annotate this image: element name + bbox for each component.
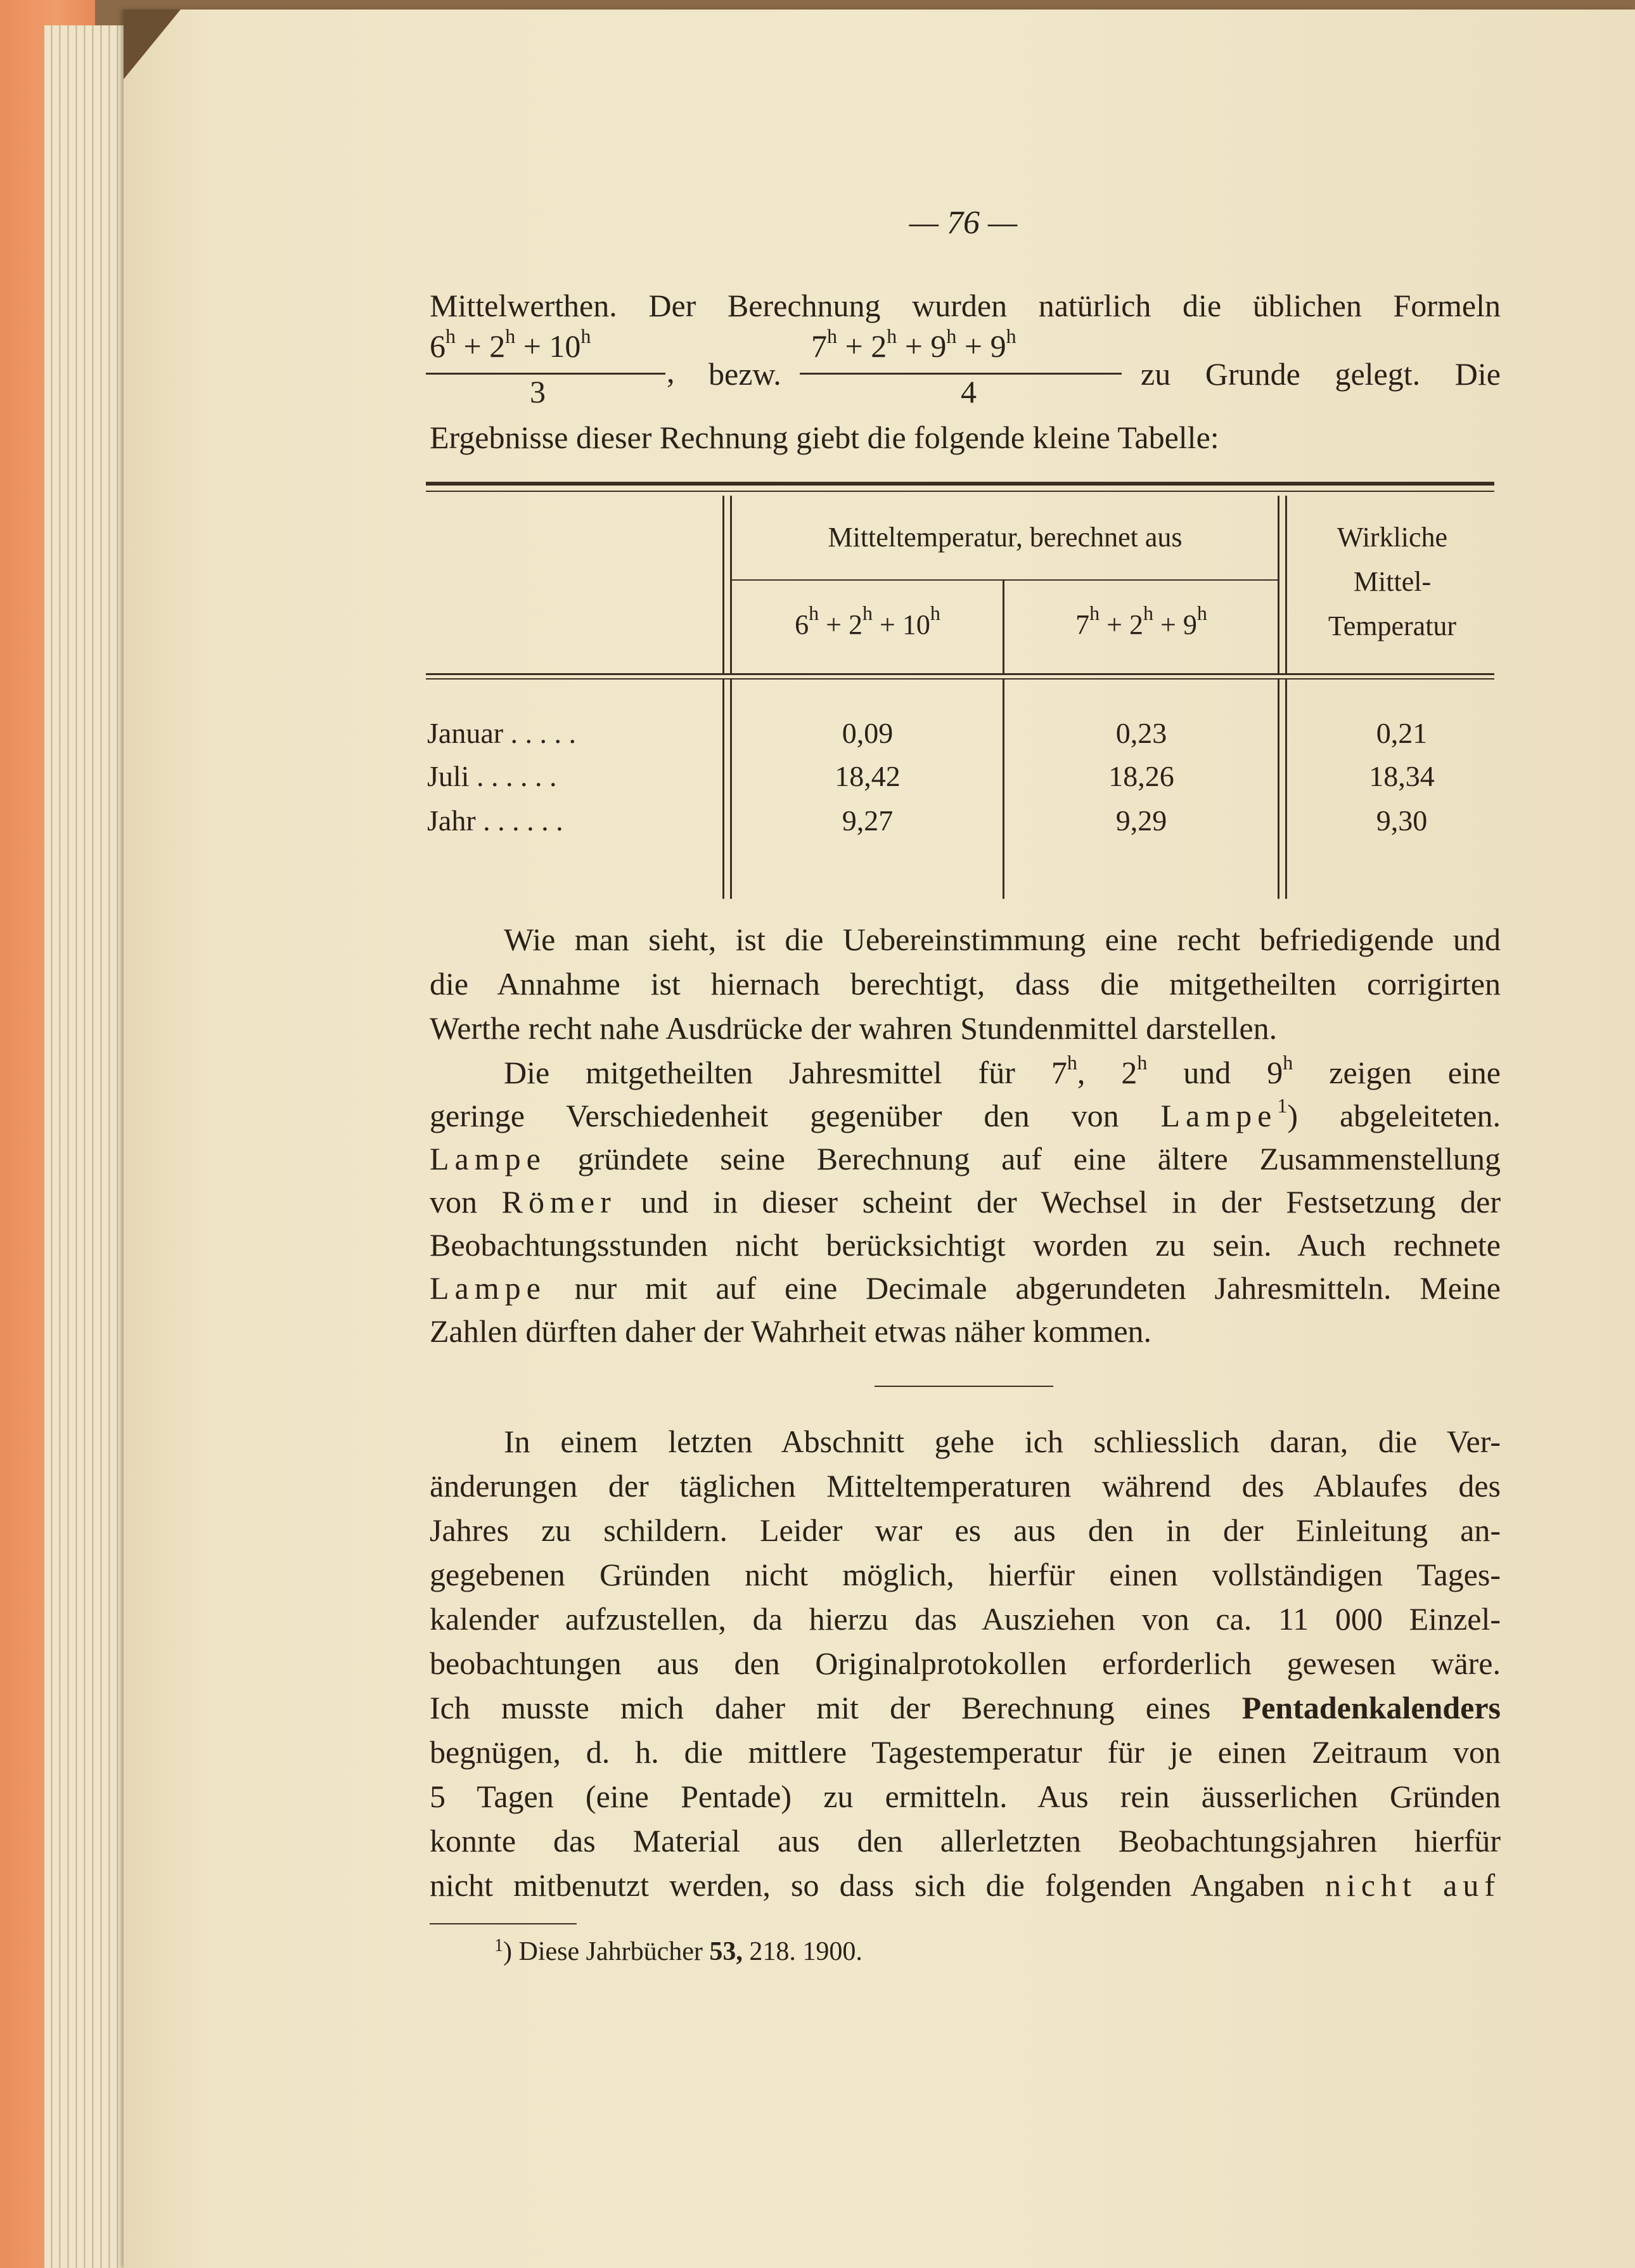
para3-line-7: Ich musste mich daher mit der Berechnung eines Pentadenkalenders	[430, 1690, 1501, 1725]
table-cell: 9,29	[1115, 804, 1167, 837]
table-top-rule	[426, 482, 1494, 486]
page-stack-edges	[44, 25, 133, 2268]
table-cell: 18,42	[835, 760, 901, 792]
para3-line-10: konnte das Material aus den allerletzten Beobachtungsjahren hierfür	[430, 1823, 1501, 1859]
table-row-label: Januar . . . . .	[427, 717, 577, 749]
table-header-rule	[426, 673, 1494, 675]
page-corner	[124, 10, 181, 79]
para3-line-2: änderungen der täglichen Mitteltemperaturen während des Ablaufes des	[430, 1468, 1501, 1504]
formula-1-comma: ,	[667, 354, 675, 389]
table-vline-c	[1278, 496, 1279, 673]
table-col3-header-2: Mittel-	[1353, 566, 1432, 597]
formula-2-numerator: $7^h + 2^h + 9^h + 9^h$	[811, 325, 1016, 364]
table-body-vline-d	[1285, 680, 1287, 899]
table-col1-header: $6^h + 2^h + 10^h$	[795, 602, 940, 640]
table-vline-d	[1285, 496, 1287, 673]
para3-line-8: begnügen, d. h. die mittlere Tagestemperatur für je einen Zeitraum von	[430, 1734, 1501, 1770]
table-row-label: Juli . . . . . .	[427, 760, 557, 792]
footnote-rule	[430, 1923, 577, 1924]
formula-1-fraction-bar	[426, 373, 665, 375]
table-col2-header: $7^h + 2^h + 9^h$	[1075, 602, 1207, 640]
table-cell: 18,34	[1369, 760, 1435, 792]
table-vline-a	[722, 496, 724, 673]
para2-line-3: Lampe gründete seine Berechnung auf eine ältere Zusammenstellung	[430, 1141, 1501, 1176]
para2-line-2: geringe Verschiedenheit gegenüber den von Lampe$^1$) abgeleiteten.	[430, 1094, 1501, 1133]
table-body-vline-a	[722, 680, 724, 899]
table-cell: 18,26	[1108, 760, 1174, 792]
formula-1-numerator: $6^h + 2^h + 10^h$	[430, 325, 591, 364]
table-group-header: Mitteltemperatur, berechnet aus	[828, 522, 1183, 553]
para1-line-2: die Annahme ist hiernach berechtigt, dass die mitgetheilten corrigirten	[430, 966, 1501, 1002]
page-number: — 76 —	[909, 205, 1018, 241]
intro-line-3: Ergebnisse dieser Rechnung giebt die folgende kleine Tabelle:	[430, 420, 1219, 455]
section-separator	[875, 1386, 1053, 1387]
table-col3-header-3: Temperatur	[1328, 610, 1457, 641]
footnote: $^1$) Diese Jahrbücher 53, 218. 1900.	[494, 1936, 862, 1966]
para3-line-9: 5 Tagen (eine Pentade) zu ermitteln. Aus rein äusserlichen Gründen	[430, 1779, 1501, 1814]
para1-line-3: Werthe recht nahe Ausdrücke der wahren Stundenmittel darstellen.	[430, 1010, 1278, 1046]
table-cell: 0,23	[1115, 717, 1167, 749]
para1-line-1: Wie man sieht, ist die Uebereinstimmung eine recht befriedigende und	[504, 922, 1501, 957]
bezw-text: bezw.	[708, 356, 781, 392]
after-formula-text: zu Grunde gelegt. Die	[1141, 356, 1501, 392]
para2-line-7: Zahlen dürften daher der Wahrheit etwas näher kommen.	[430, 1313, 1152, 1349]
table-header-rule-2	[426, 678, 1494, 680]
para3-line-3: Jahres zu schildern. Leider war es aus den in der Einleitung an-	[430, 1512, 1501, 1548]
table-top-rule-thin	[426, 491, 1494, 492]
intro-line: Mittelwerthen. Der Berechnung wurden natürlich die üblichen Formeln	[430, 288, 1501, 323]
formula-1-denominator: 3	[530, 374, 546, 409]
para3-line-11: nicht mitbenutzt werden, so dass sich die folgenden Angaben nicht auf	[430, 1867, 1501, 1903]
para3-line-1: In einem letzten Abschnitt gehe ich schliesslich daran, die Ver-	[504, 1424, 1501, 1459]
table-vline-mid	[1003, 581, 1004, 673]
para2-line-6: Lampe nur mit auf eine Decimale abgerundeten Jahresmitteln. Meine	[430, 1270, 1501, 1306]
para3-line-4: gegebenen Gründen nicht möglich, hierfür einen vollständigen Tages-	[430, 1557, 1501, 1592]
table-body-vline-b	[730, 680, 732, 899]
table-cell: 9,30	[1376, 804, 1428, 837]
para2-line-1: Die mitgetheilten Jahresmittel für 7$^h$, 2$^h$ und 9$^h$ zeigen eine	[504, 1051, 1501, 1090]
formula-2-denominator: 4	[961, 374, 977, 409]
table-body-vline-c	[1278, 680, 1279, 899]
para2-line-4: von Römer und in dieser scheint der Wechsel in der Festsetzung der	[430, 1184, 1501, 1220]
para2-line-5: Beobachtungsstunden nicht berücksichtigt worden zu sein. Auch rechnete	[430, 1227, 1501, 1263]
table-cell: 0,09	[842, 717, 894, 749]
para3-line-6: beobachtungen aus den Originalprotokollen erforderlich gewesen wäre.	[430, 1646, 1501, 1681]
table-body-vline-mid	[1003, 680, 1004, 899]
table-row-label: Jahr . . . . . .	[427, 804, 563, 837]
table-vline-b	[730, 496, 732, 673]
table-cell: 9,27	[842, 804, 894, 837]
table-group-rule	[732, 579, 1278, 581]
para3-line-5: kalender aufzustellen, da hierzu das Ausziehen von ca. 11 000 Einzel-	[430, 1601, 1501, 1637]
table-col3-header-1: Wirkliche	[1337, 522, 1448, 553]
table-cell: 0,21	[1376, 717, 1428, 749]
